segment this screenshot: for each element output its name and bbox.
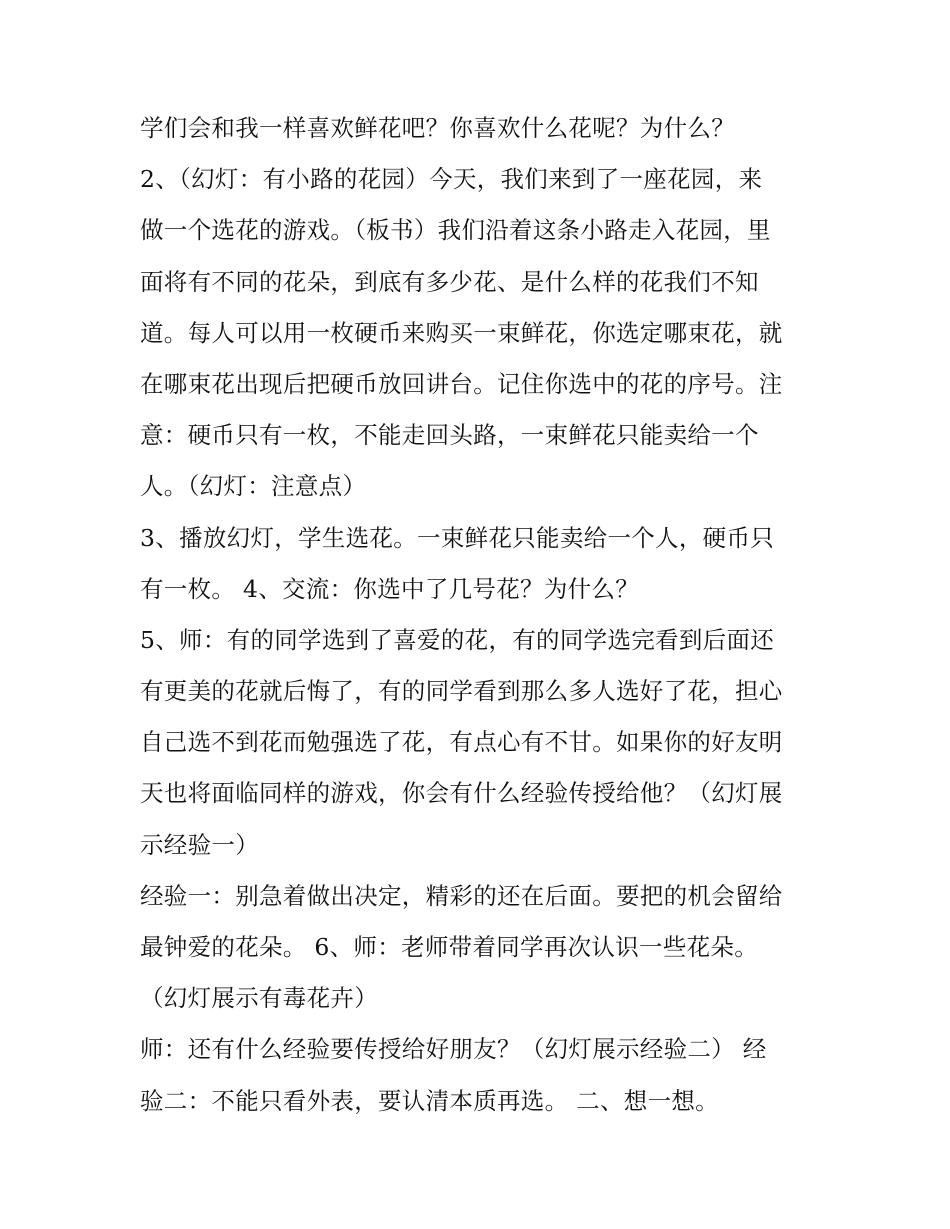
text-line: 示经验一） bbox=[140, 830, 259, 859]
text-line: 5、师：有的同学选到了喜爱的花，有的同学选完看到后面还 bbox=[140, 625, 775, 654]
text-line: 面将有不同的花朵，到底有多少花、是什么样的花我们不知 bbox=[140, 267, 759, 296]
text-line: 经验一：别急着做出决定，精彩的还在后面。要把的机会留给 bbox=[140, 881, 783, 910]
text-line: 学们会和我一样喜欢鲜花吧？你喜欢什么花呢？为什么？ bbox=[140, 114, 735, 142]
text-line: 在哪束花出现后把硬币放回讲台。记住你选中的花的序号。注 bbox=[140, 369, 783, 398]
text-line: 有一枚。 4、交流：你选中了几号花？为什么？ bbox=[140, 574, 640, 603]
text-line: 人。（幻灯：注意点） bbox=[140, 472, 367, 501]
body-text bbox=[140, 103, 820, 1127]
text-line: 天也将面临同样的游戏，你会有什么经验传授给他？（幻灯展 bbox=[140, 779, 783, 808]
text-line: 2、（幻灯：有小路的花园）今天，我们来到了一座花园，来 bbox=[140, 165, 763, 194]
text-line: 师：还有什么经验要传授给好朋友？（幻灯展示经验二） 经 bbox=[140, 1035, 767, 1064]
text-line: 自己选不到花而勉强选了花，有点心有不甘。如果你的好友明 bbox=[140, 728, 783, 757]
text-line: 最钟爱的花朵。 6、师：老师带着同学再次认识一些花朵。 bbox=[140, 933, 759, 961]
text-line: （幻灯展示有毒花卉） bbox=[140, 984, 378, 1013]
text-line: 验二：不能只看外表，要认清本质再选。 二、想一想。 bbox=[140, 1086, 719, 1115]
text-line: 道。每人可以用一枚硬币来购买一束鲜花，你选定哪束花，就 bbox=[140, 318, 783, 347]
text-line: 意：硬币只有一枚，不能走回头路，一束鲜花只能卖给一个 bbox=[140, 421, 759, 450]
text-line: 有更美的花就后悔了，有的同学看到那么多人选好了花，担心 bbox=[140, 677, 783, 706]
text-line: 3、播放幻灯，学生选花。一束鲜花只能卖给一个人，硬币只 bbox=[140, 523, 775, 552]
text-line: 做一个选花的游戏。（板书）我们沿着这条小路走入花园，里 bbox=[140, 216, 771, 245]
